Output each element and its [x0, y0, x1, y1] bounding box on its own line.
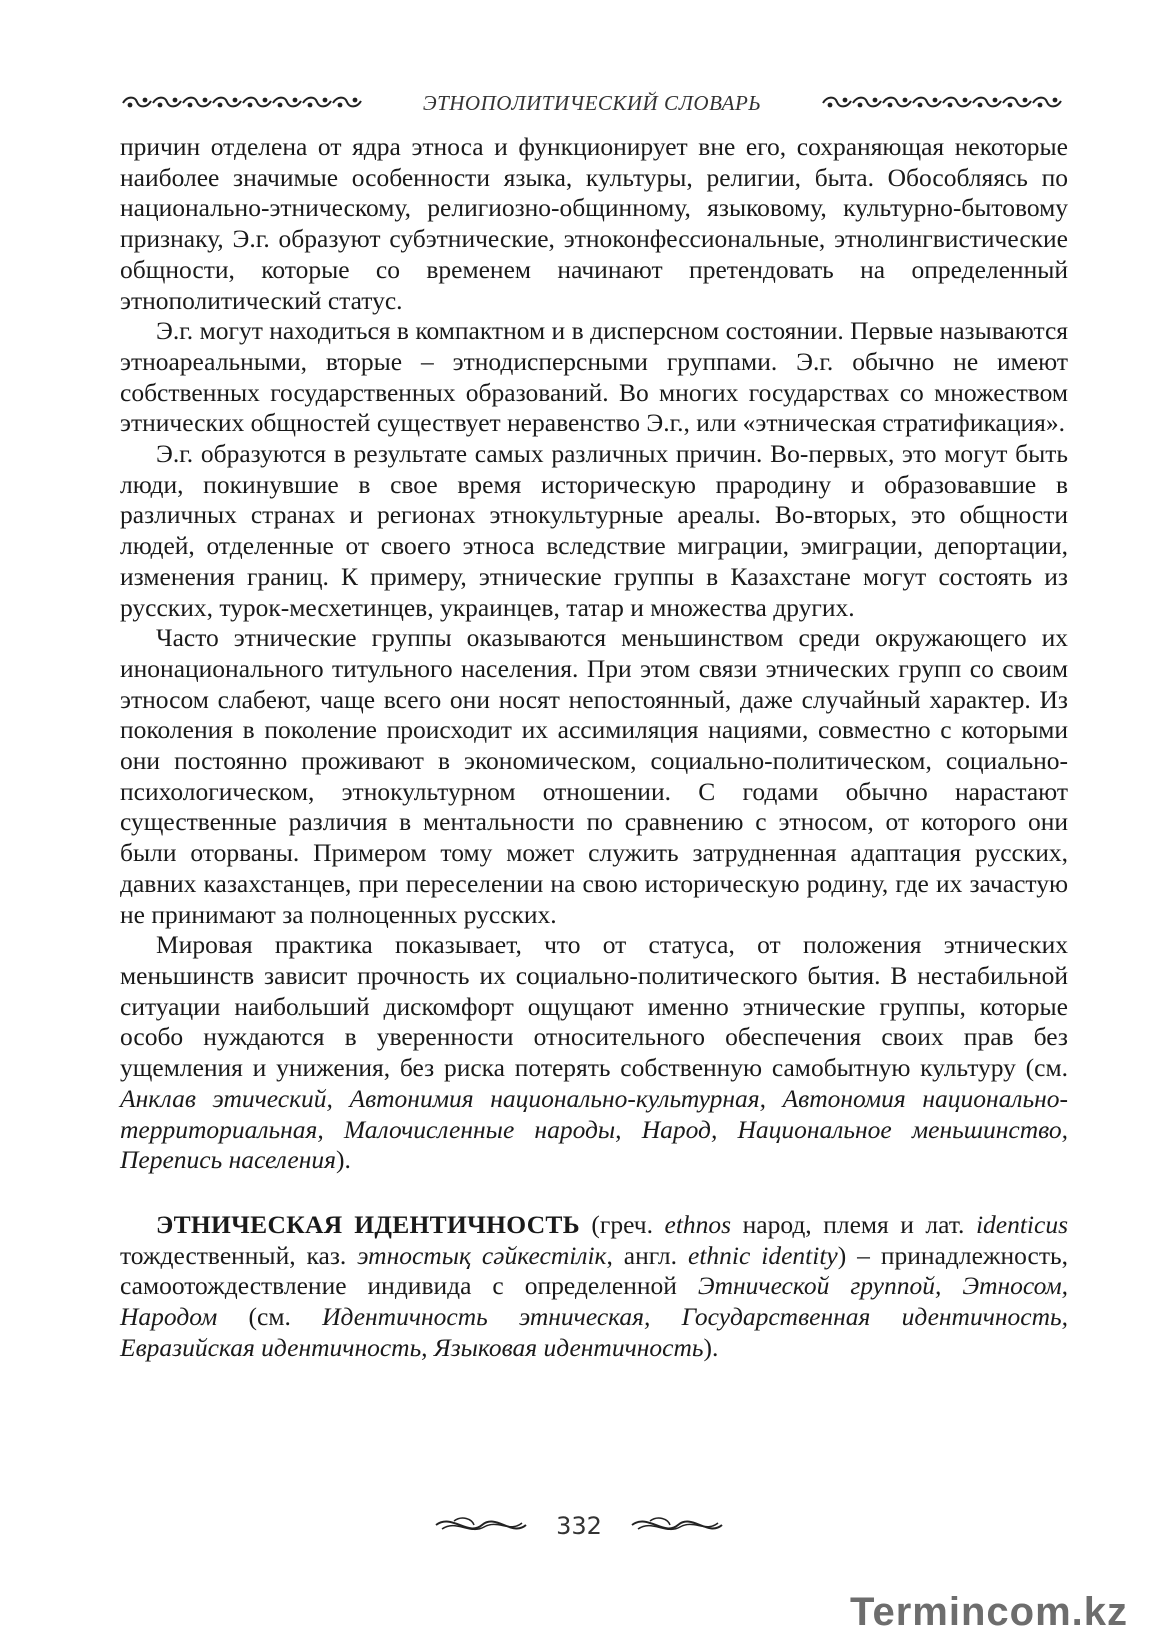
paragraph: причин отделена от ядра этноса и функционирует вне его, сохраняющая некоторые наиболее значимые особенности языка, культуры, религии, быта. Обособляясь по национально-этническому, религиозно-общинному, языковому, культурно-бытовому признаку, Э.г. образуют субэтнические, этноконфессиональные, этнолингвистические общности, которые со временем начинают претендовать на определенный этнополитический статус.	[120, 132, 1068, 315]
entry-text: (см.	[217, 1302, 323, 1332]
page-footer	[0, 1512, 1158, 1540]
dictionary-entry	[120, 1210, 1068, 1364]
paragraph-text: Мировая практика показывает, что от статуса, от положения этнических меньшинств зависит прочность их социально-политического бытия. В нестабильной ситуации наибольший дискомфорт ощущают именно этнические группы, которые особо нуждаются в уверенности относительного обеспечения своих прав без ущемления и унижения, без риска потерять собственную самобытную культуру (см.	[120, 930, 1068, 1083]
cross-references: Анклав этический, Автонимия национально-культурная, Автономия национально-территориальная, Малочисленные народы, Народ, Национальное меньшинство, Перепись населения	[120, 1083, 1068, 1175]
ornament-icon	[118, 94, 366, 112]
entry-term: ЭТНИЧЕСКАЯ ИДЕНТИЧНОСТЬ	[156, 1209, 580, 1239]
entry-text: ).	[703, 1332, 719, 1362]
entry-italic: этностық сәйкестілік	[357, 1240, 607, 1270]
paragraph: Э.г. образуются в результате самых различных причин. Во-первых, это могут быть люди, покинувшие в свое время историческую прародину и образовавшие в различных странах и регионах этнокультурные ареалы. Во-вторых, это общности людей, отделенные от своего этноса вследствие миграции, эмиграции, депортации, изменения границ. К примеру, этнические группы в Казахстане могут состоять из русских, турок-месхетинцев, украинцев, татар и множества других.	[120, 439, 1068, 622]
entry-italic: ethnos	[664, 1209, 732, 1239]
paragraph: Э.г. могут находиться в компактном и в дисперсном состоянии. Первые называются этноареальными, вторые – этнодисперсными группами. Э.г. обычно не имеют собственных государственных образований. Во многих государствах со множеством этнических общностей существует неравенство Э.г., или «этническая стратификация».	[120, 316, 1068, 438]
entry-italic: ethnic identity	[688, 1240, 838, 1270]
running-header-title: ЭТНОПОЛИТИЧЕСКИЙ СЛОВАРЬ	[422, 90, 762, 115]
entry-text: тождественный, каз.	[120, 1240, 358, 1270]
watermark: Termincom.kz	[850, 1590, 1128, 1634]
entry-text: народ, племя и лат.	[731, 1209, 976, 1239]
page-number: 332	[556, 1512, 602, 1540]
flourish-icon	[434, 1515, 528, 1537]
ornament-icon	[818, 94, 1066, 112]
entry-italic: identicus	[975, 1209, 1069, 1239]
entry-italic: Идентичность этническая, Государственная идентичность, Евразийская идентичность, Языковая идентичность	[120, 1302, 1068, 1362]
paragraph: Часто этнические группы оказываются меньшинством среди окружающего их инонационального титульного населения. При этом связи этнических групп со своим этносом слабеют, чаще всего они носят непостоянный, даже случайный характер. Из поколения в поколение происходит их ассимиляция нациями, совместно с которыми они постоянно проживают в экономическом, социально-политическом, социально-психологическом, этнокультурном отношении. С годами обычно нарастают существенные различия в ментальности по сравнению с этносом, от которого они были оторваны. Примером тому может служить затрудненная адаптация русских, давних казахстанцев, при переселении на свою историческую родину, где их зачастую не принимают за полноценных русских.	[120, 623, 1068, 929]
entry-text: , англ.	[606, 1240, 688, 1270]
paragraph-text: ).	[336, 1145, 351, 1175]
entry-italic: Этнической группой, Этносом, Народом	[120, 1271, 1068, 1332]
article-body	[120, 132, 1068, 1363]
flourish-icon	[630, 1515, 724, 1537]
entry-text: ) – принадлежность, самоотождествление индивида с определенной	[120, 1240, 1069, 1301]
paragraph	[120, 930, 1068, 1176]
running-header	[118, 86, 1066, 120]
entry-text: (греч.	[579, 1209, 665, 1239]
